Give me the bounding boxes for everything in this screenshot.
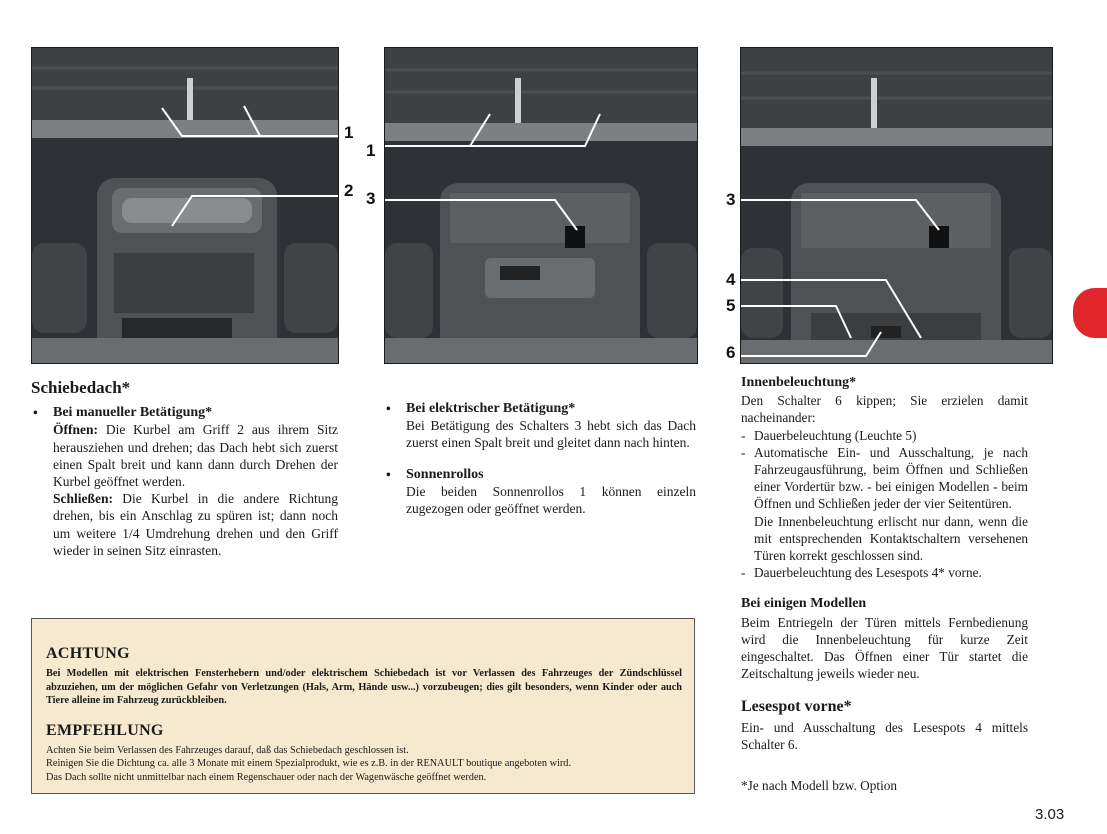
manual-schliessen-paragraph [53,490,338,559]
recommendation-title: EMPFEHLUNG [46,721,164,739]
footnote: *Je nach Modell bzw. Option [741,778,898,794]
bullet-sonnenrollos-title: Sonnenrollos [406,466,484,482]
oeffnen-text: Die Kurbel am Griff 2 aus ihrem Sitz herausziehen und drehen; das Dach hebt sich zuerst einen Spalt breit und kann dann durch Drehen der Kurbel geöffnet werden. [53,422,338,490]
bullet-dot: • [386,401,391,416]
recommendation-line: Reinigen Sie die Dichtung ca. alle 3 Monate mit einem Spezialprodukt, wie es z.B. in der RENAULT boutique angeboten wird. [46,758,572,769]
oeffnen-label: Öffnen: [53,422,98,438]
heading-innenbeleuchtung: Innenbeleuchtung* [741,375,857,390]
photo-interior-light [740,47,1053,364]
bullet-dot: • [33,405,38,421]
bullet-manual-title: Bei manueller Betätigung* [53,405,213,421]
warning-box [31,618,695,794]
warning-title: ACHTUNG [46,645,130,662]
bullet-electric-title: Bei elektrischer Betätigung* [406,401,576,416]
schliessen-text: Die Kurbel in die andere Richtung drehen, bis ein Anschlag zu spüren ist; dann noch um weitere 1/4 Umdrehung drehen und den Griff wieder in seinen Sitz einrasten. [53,491,338,558]
bullet-sonnenrollos [384,466,696,518]
recommendation-line: Achten Sie beim Verlassen des Fahrzeuges darauf, daß das Schiebedach geschlossen ist. [46,744,409,756]
photo-manual-sunroof-illustration [32,48,338,363]
recommendation-text [46,744,682,785]
einige-modelle-text: Beim Entriegeln der Türen mittels Fernbedienung wird die Innenbeleuchtung für kurze Zeit eingeschaltet. Das Öffnen einer Tür startet die Zeitschaltung jeweils wieder neu. [741,614,1028,682]
bullet-electric [384,400,696,452]
callout-5-photo3: 5 [726,296,736,315]
column-middle [384,400,696,517]
item-lesespot: Dauerbeleuchtung des Lesespots 4* vorne. [754,565,982,581]
innenbeleuchtung-intro: Den Schalter 6 kippen; Sie erzielen damit nacheinander: [741,393,1028,426]
bullet-sonnenrollos-text: Die beiden Sonnenrollos 1 können einzeln zugezogen oder geöffnet werden. [406,483,696,517]
callout-4-photo3: 4 [726,270,736,289]
column-left [31,379,338,559]
manual-oeffnen-paragraph [53,421,338,490]
heading-lesespot: Lesespot vorne* [741,698,852,716]
callout-3-photo2: 3 [366,189,376,208]
callout-6-photo3: 6 [726,343,736,362]
warning-text: Bei Modellen mit elektrischen Fensterhebern und/oder elektrischem Schiebedach ist vor Verlassen des Fahrzeuges der Zündschlüssel abzuziehen, um der möglichen Gefahr von Verletzungen (Hals, Arm, Hände usw...) vorzubeugen; dies gilt besonders, wenn Kinder oder auch Tiere alleine im Fahrzeug zurückbleiben. [46,668,682,706]
lesespot-text: Ein- und Ausschaltung des Lesespots 4 mittels Schalter 6. [741,719,1028,752]
callout-3-photo3: 3 [726,190,736,209]
item-automatisch-extra: Die Innenbeleuchtung erlischt nur dann, wenn die mit entsprechenden Kontaktschaltern versehenen Türen korrekt geschlossen sind. [754,513,1028,564]
schliessen-label: Schließen: [53,491,114,507]
heading-schiebedach: Schiebedach* [31,378,131,397]
callout-2-photo1: 2 [344,181,354,200]
photo-interior-light-illustration [741,48,1052,363]
photo-electric-sunroof-illustration [385,48,697,363]
bullet-dot: • [386,466,391,482]
chapter-tab [1073,288,1107,338]
page-number: 3.03 [1035,806,1065,823]
list-item [741,427,1028,444]
heading-einige-modelle: Bei einigen Modellen [741,596,867,612]
item-dauerbeleuchtung: Dauerbeleuchtung (Leuchte 5) [754,427,917,443]
recommendation-line: Das Dach sollte nicht unmittelbar nach einem Regenschauer oder nach der Wagenwäsche geöffnet werden. [46,771,487,783]
bullet-manual [31,404,338,559]
list-item [741,444,1028,564]
list-item [741,564,1028,581]
photo-electric-sunroof [384,47,698,364]
column-right [741,374,1028,794]
innenbeleuchtung-list [741,427,1028,582]
item-automatisch: Automatische Ein- und Ausschaltung, je nach Fahrzeugausführung, beim Öffnen und Schließen einer Vordertür bzw. - bei einigen Modellen - beim Öffnen und Schließen jeder der vier Seitentüren. [754,444,1028,512]
photo-manual-sunroof [31,47,339,364]
callout-1-photo2: 1 [366,141,376,160]
callout-1-photo1: 1 [344,123,354,142]
bullet-electric-text: Bei Betätigung des Schalters 3 hebt sich das Dach zuerst einen Spalt breit und gleitet dann nach hinten. [406,418,696,451]
